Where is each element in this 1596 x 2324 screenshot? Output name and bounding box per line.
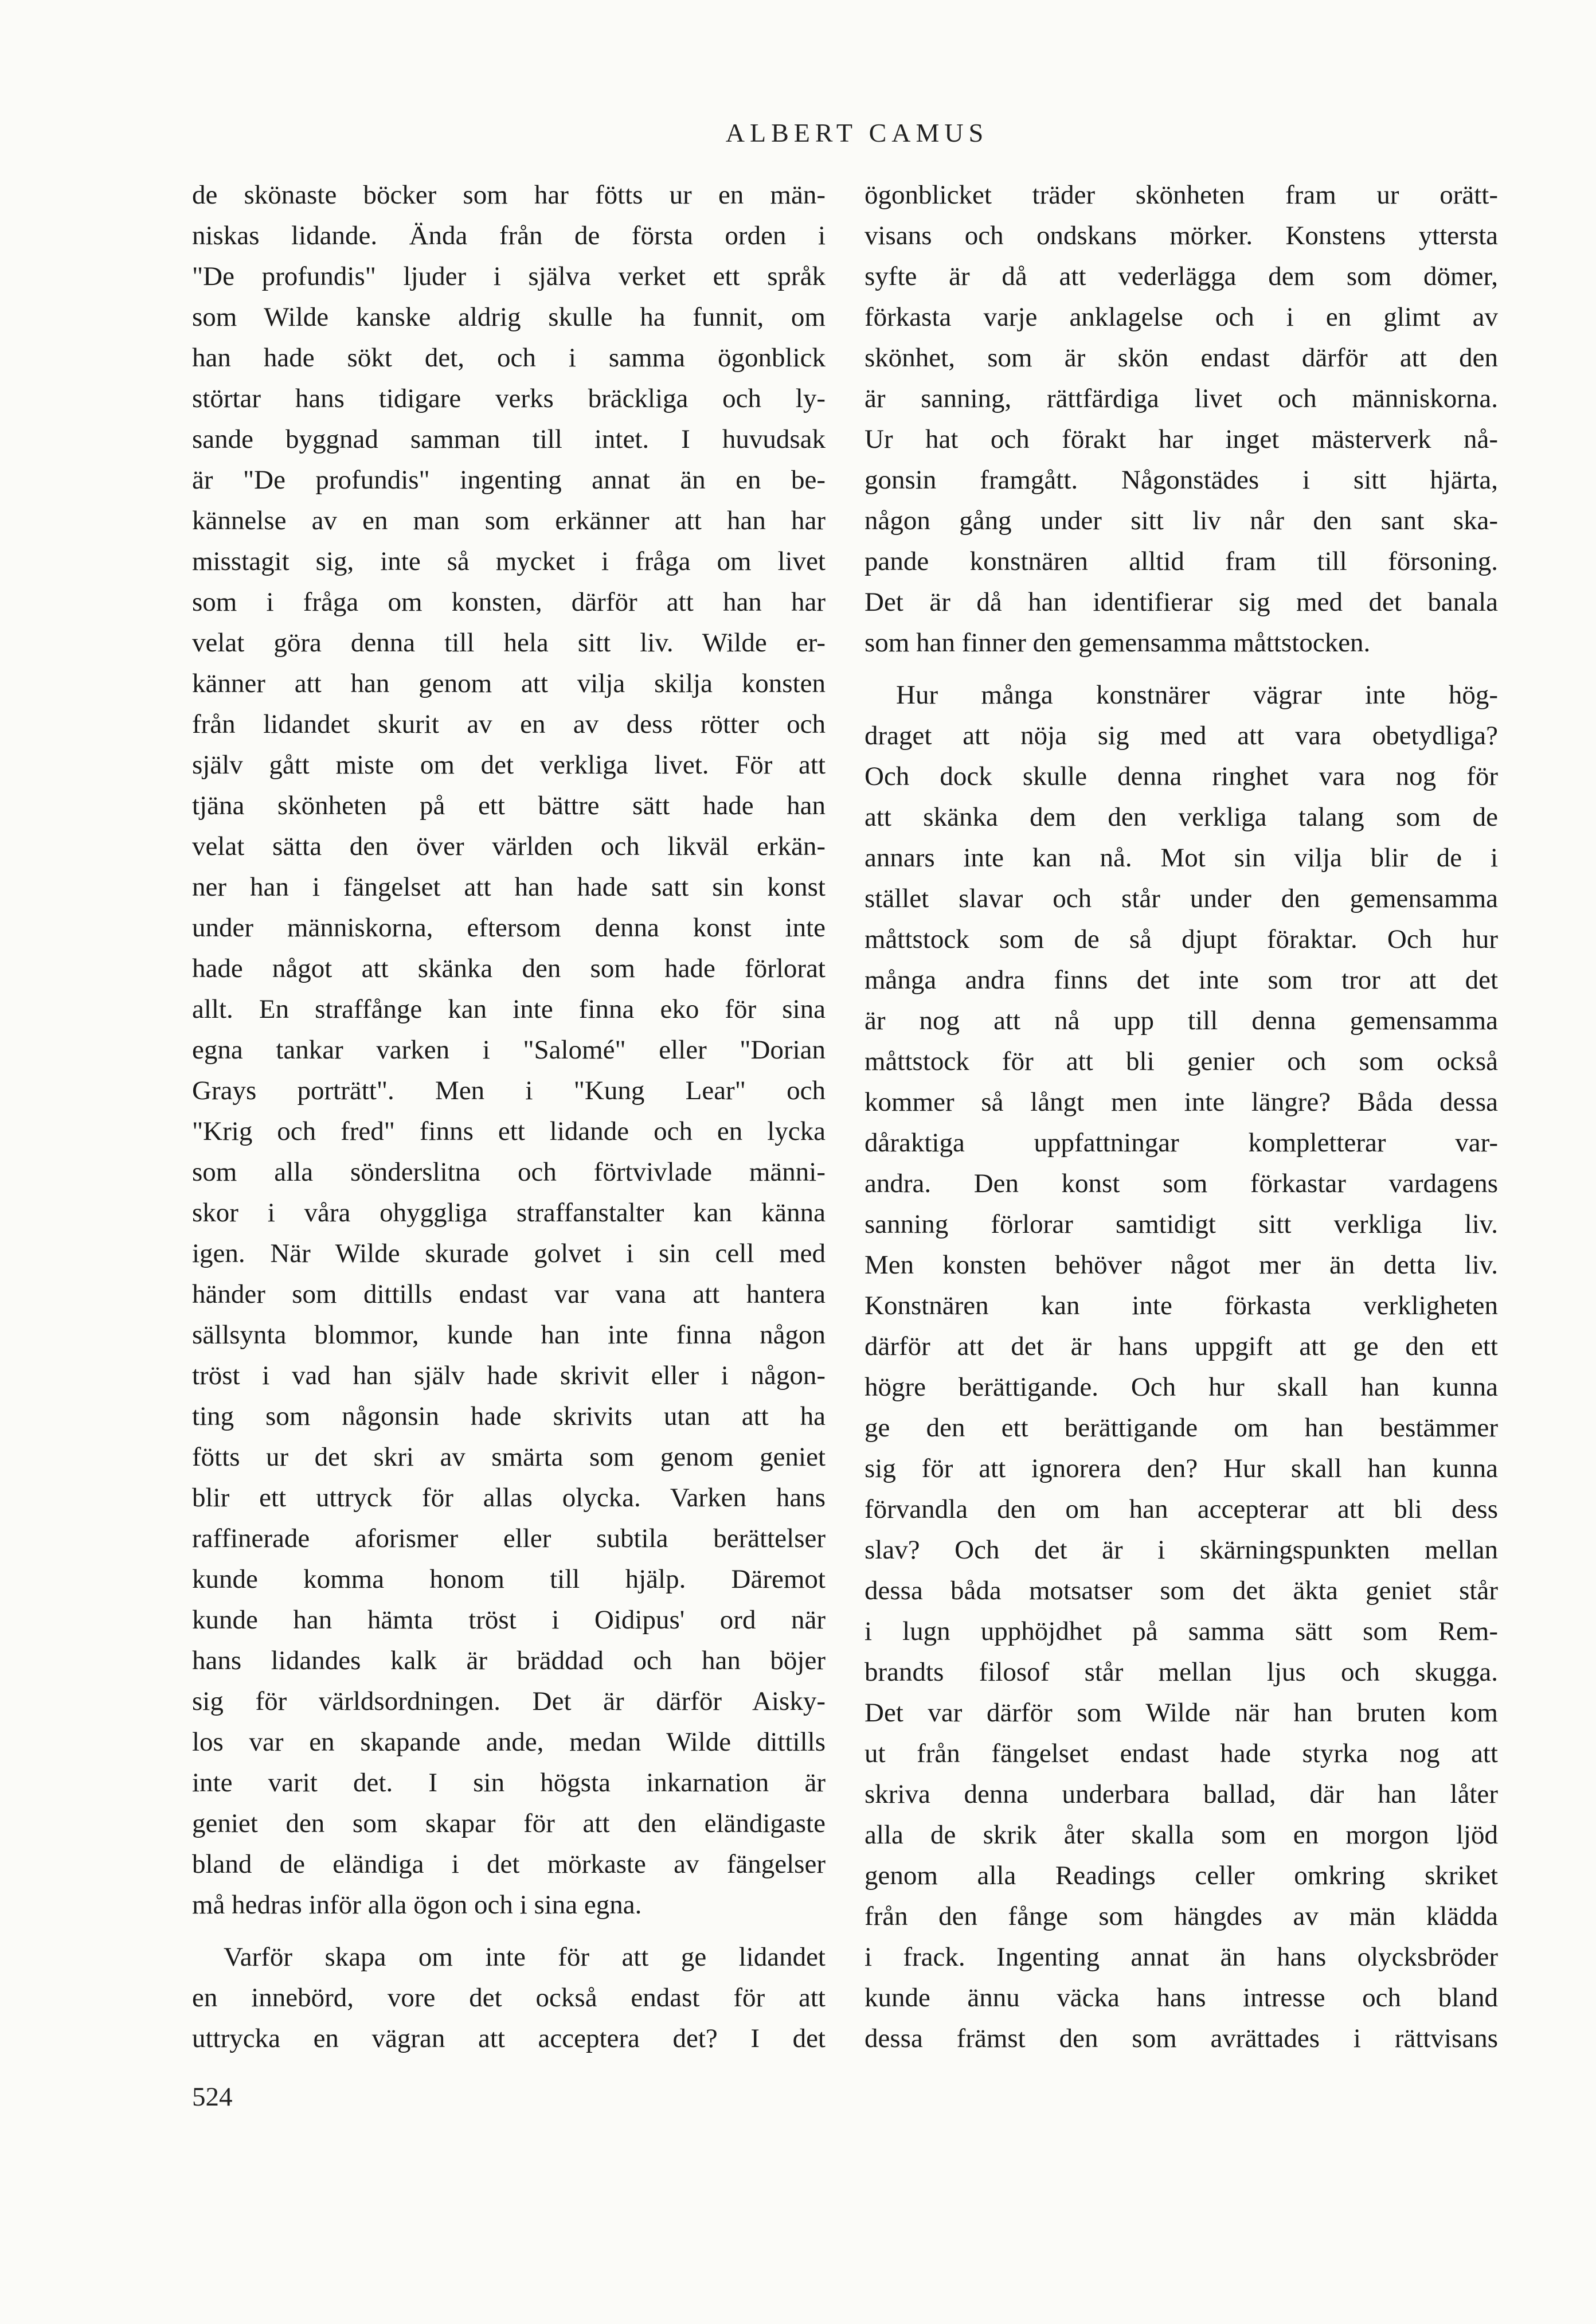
text-line: dessa båda motsatser som det äkta geniet står [864, 1576, 1498, 1606]
text-line: egna tankar varken i "Salomé" eller "Dorian [192, 1035, 826, 1065]
text-line: annars inte kan nå. Mot sin vilja blir de i [864, 843, 1498, 873]
text-line: syfte är då att vederlägga dem som dömer, [864, 261, 1498, 291]
text-line: en innebörd, vore det också endast för att [192, 1983, 826, 2013]
text-line: därför att det är hans uppgift att ge den ett [864, 1331, 1498, 1361]
text-line: sig för att ignorera den? Hur skall han kunna [864, 1454, 1498, 1483]
text-line: störtar hans tidigare verks bräckliga och ly- [192, 384, 826, 413]
text-line: som Wilde kanske aldrig skulle ha funnit, om [192, 302, 826, 332]
text-line: förkasta varje anklagelse och i en glimt av [864, 302, 1498, 332]
text-line: kunde komma honom till hjälp. Däremot [192, 1564, 826, 1594]
text-line: dessa främst den som avrättades i rättvisans [864, 2024, 1498, 2053]
text-line: genom alla Readings celler omkring skriket [864, 1861, 1498, 1891]
text-line: brandts filosof står mellan ljus och skugga. [864, 1657, 1498, 1687]
text-line: los var en skapande ande, medan Wilde dittills [192, 1727, 826, 1757]
text-line: att skänka dem den verkliga talang som de [864, 802, 1498, 832]
text-line: igen. När Wilde skurade golvet i sin cell med [192, 1239, 826, 1268]
left-paragraph-1 [192, 175, 826, 1925]
text-line: pande konstnären alltid fram till försoning. [864, 546, 1498, 576]
paragraph-gap [192, 1925, 826, 1937]
right-column [864, 175, 1498, 2059]
text-line: ner han i fängelset att han hade satt sin konst [192, 872, 826, 902]
text-line: Konstnären kan inte förkasta verkligheten [864, 1291, 1498, 1321]
right-paragraph-2 [864, 675, 1498, 2059]
text-line: som i fråga om konsten, därför att han har [192, 587, 826, 617]
text-line: ge den ett berättigande om han bestämmer [864, 1413, 1498, 1443]
text-line: ting som någonsin hade skrivits utan att ha [192, 1401, 826, 1431]
text-line: kommer så långt men inte längre? Båda dessa [864, 1087, 1498, 1117]
text-line: niskas lidande. Ända från de första orden i [192, 221, 826, 251]
text-line: kännelse av en man som erkänner att han har [192, 506, 826, 536]
text-line: raffinerade aforismer eller subtila berättelser [192, 1524, 826, 1553]
text-line: slav? Och det är i skärningspunkten mellan [864, 1535, 1498, 1565]
text-line: i frack. Ingenting annat än hans olycksbröder [864, 1942, 1498, 1972]
text-line: från den fånge som hängdes av män klädda [864, 1901, 1498, 1931]
text-line: Det var därför som Wilde när han bruten kom [864, 1698, 1498, 1728]
text-line: må hedras inför alla ögon och i sina egna. [192, 1890, 642, 1920]
text-line: han hade sökt det, och i samma ögonblick [192, 343, 826, 373]
text-line: hade något att skänka den som hade förlorat [192, 954, 826, 983]
text-line: högre berättigande. Och hur skall han kunna [864, 1372, 1498, 1402]
text-line: allt. En straffånge kan inte finna eko för sina [192, 994, 826, 1024]
text-line: tröst i vad han själv hade skrivit eller i någon- [192, 1361, 826, 1391]
text-line: skor i våra ohyggliga straffanstalter kan känna [192, 1198, 826, 1228]
text-line: sande byggnad samman till intet. I huvudsak [192, 424, 826, 454]
text-line: skönhet, som är skön endast därför att den [864, 343, 1498, 373]
text-line: känner att han genom att vilja skilja konsten [192, 669, 826, 698]
text-line: draget att nöja sig med att vara obetydliga? [864, 721, 1498, 751]
text-line: alla de skrik åter skalla som en morgon ljöd [864, 1820, 1498, 1850]
paragraph-gap [864, 663, 1498, 675]
text-line: velat göra denna till hela sitt liv. Wilde er- [192, 628, 826, 658]
text-line: geniet den som skapar för att den eländigaste [192, 1809, 826, 1838]
text-line: kunde han hämta tröst i Oidipus' ord när [192, 1605, 826, 1635]
text-line: Grays porträtt". Men i "Kung Lear" och [192, 1076, 826, 1106]
text-line: dåraktiga uppfattningar kompletterar var- [864, 1128, 1498, 1158]
text-line: i lugn upphöjdhet på samma sätt som Rem- [864, 1616, 1498, 1646]
text-line: många andra finns det inte som tror att det [864, 965, 1498, 995]
text-line: sällsynta blommor, kunde han inte finna någon [192, 1320, 826, 1350]
page-number: 524 [192, 2082, 233, 2112]
text-line: ögonblicket träder skönheten fram ur orätt- [864, 180, 1498, 210]
text-line: "Krig och fred" finns ett lidande och en lycka [192, 1116, 826, 1146]
text-line: som alla sönderslitna och förtvivlade männi- [192, 1157, 826, 1187]
left-paragraph-2 [192, 1937, 826, 2059]
text-line: stället slavar och står under den gemensamma [864, 884, 1498, 913]
text-line: Hur många konstnärer vägrar inte hög- [896, 680, 1498, 710]
text-line: händer som dittills endast var vana att hantera [192, 1279, 826, 1309]
text-line: visans och ondskans mörker. Konstens yttersta [864, 221, 1498, 251]
text-line: under människorna, eftersom denna konst inte [192, 913, 826, 943]
text-line: skriva denna underbara ballad, där han låter [864, 1779, 1498, 1809]
text-line: sanning förlorar samtidigt sitt verkliga liv. [864, 1209, 1498, 1239]
text-line: andra. Den konst som förkastar vardagens [864, 1169, 1498, 1198]
text-line: uttrycka en vägran att acceptera det? I det [192, 2024, 826, 2053]
text-line: som han finner den gemensamma måttstocken. [864, 628, 1371, 658]
text-line: förvandla den om han accepterar att bli dess [864, 1494, 1498, 1524]
text-line: någon gång under sitt liv når den sant ska- [864, 506, 1498, 536]
text-line: blir ett uttryck för allas olycka. Varken hans [192, 1483, 826, 1513]
text-line: de skönaste böcker som har fötts ur en män- [192, 180, 826, 210]
text-line: måttstock som de så djupt föraktar. Och hur [864, 924, 1498, 954]
text-line: är sanning, rättfärdiga livet och människorna. [864, 384, 1498, 413]
text-line: Men konsten behöver något mer än detta liv. [864, 1250, 1498, 1280]
text-line: fötts ur det skri av smärta som genom geniet [192, 1442, 826, 1472]
text-line: inte varit det. I sin högsta inkarnation är [192, 1768, 826, 1798]
text-line: måttstock för att bli genier och som också [864, 1046, 1498, 1076]
text-line: är "De profundis" ingenting annat än en be- [192, 465, 826, 495]
text-line: "De profundis" ljuder i själva verket ett språk [192, 261, 826, 291]
text-line: Varför skapa om inte för att ge lidandet [224, 1942, 826, 1972]
text-line: Det är då han identifierar sig med det banala [864, 587, 1498, 617]
text-line: velat sätta den över världen och likväl erkän- [192, 831, 826, 861]
text-line: Och dock skulle denna ringhet vara nog för [864, 761, 1498, 791]
text-line: kunde ännu väcka hans intresse och bland [864, 1983, 1498, 2013]
text-line: är nog att nå upp till denna gemensamma [864, 1006, 1498, 1036]
left-column [192, 175, 826, 2059]
text-line: Ur hat och förakt har inget mästerverk nå- [864, 424, 1498, 454]
text-line: tjäna skönheten på ett bättre sätt hade han [192, 791, 826, 821]
text-line: bland de eländiga i det mörkaste av fängelser [192, 1849, 826, 1879]
text-line: sig för världsordningen. Det är därför Aisky- [192, 1686, 826, 1716]
running-head: ALBERT CAMUS [725, 118, 989, 147]
text-line: själv gått miste om det verkliga livet. För att [192, 750, 826, 780]
text-line: misstagit sig, inte så mycket i fråga om livet [192, 546, 826, 576]
text-line: från lidandet skurit av en av dess rötter och [192, 709, 826, 739]
text-line: hans lidandes kalk är bräddad och han böjer [192, 1646, 826, 1675]
text-line: ut från fängelset endast hade styrka nog att [864, 1739, 1498, 1768]
right-paragraph-1 [864, 175, 1498, 663]
text-line: gonsin framgått. Någonstädes i sitt hjärta, [864, 465, 1498, 495]
